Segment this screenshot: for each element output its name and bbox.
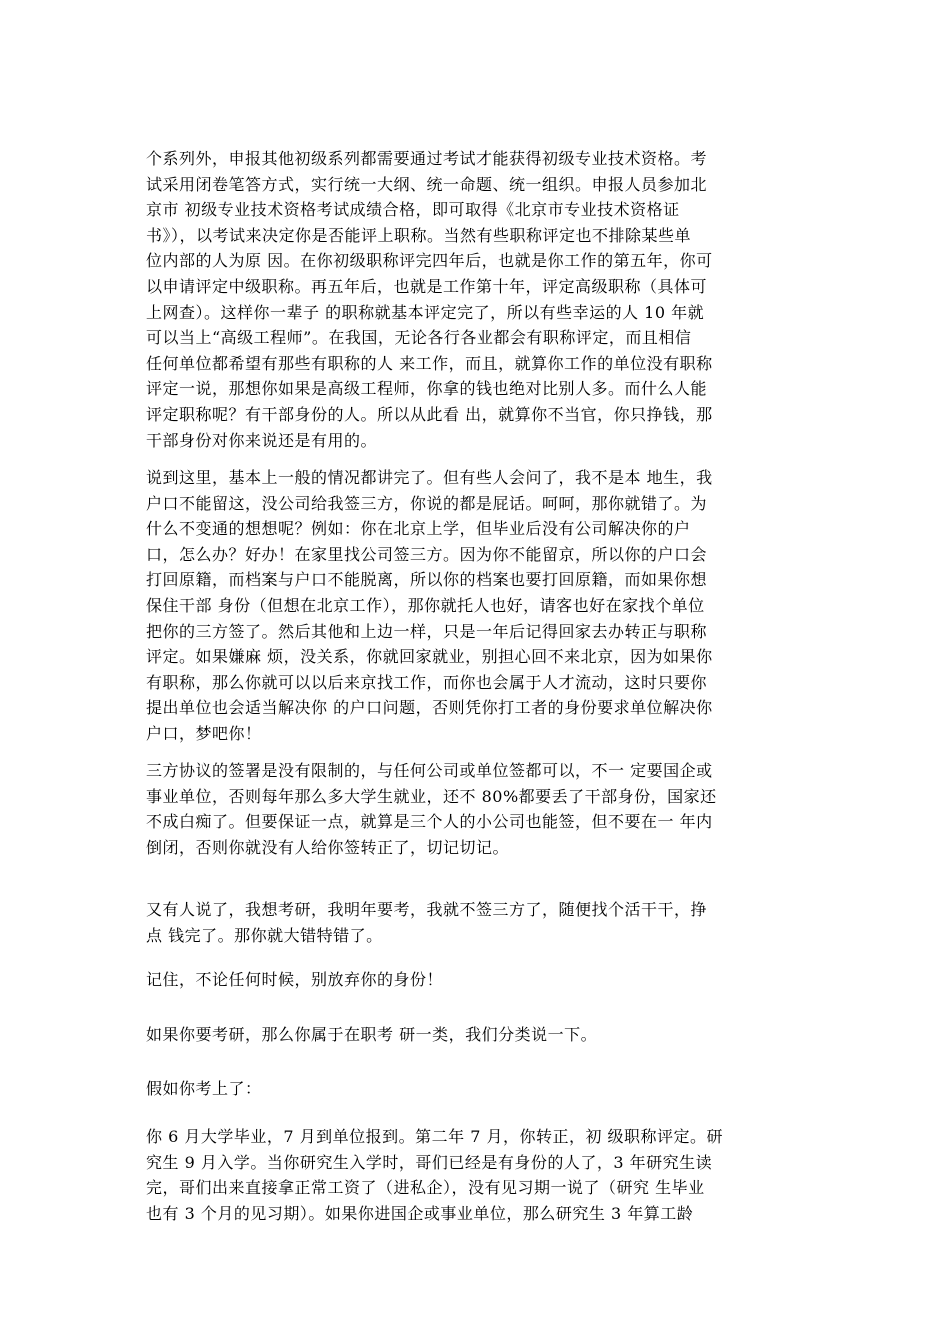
text-line: 倒闭，否则你就没有人给你签转正了，切记切记。 — [146, 837, 510, 857]
paragraph-if-admitted — [146, 1076, 262, 1102]
text-line: 以申请评定中级职称。再五年后，也就是工作第十年，评定高级职称（具体可 — [146, 276, 708, 296]
text-line: 什么不变通的想想呢？例如：你在北京上学，但毕业后没有公司解决你的户 — [146, 519, 691, 539]
text-line: 打回原籍，而档案与户口不能脱离，所以你的档案也要打回原籍，而如果你想 — [146, 570, 708, 590]
text-line: 完，哥们出来直接拿正常工资了（进私企），没有见习期一说了（研究 生毕业 — [146, 1178, 705, 1198]
paragraph-hukou — [146, 465, 713, 747]
paragraph-title-evaluation — [146, 146, 713, 453]
text-line: 三方协议的签署是没有限制的，与任何公司或单位签都可以，不一 定要国企或 — [146, 761, 713, 780]
paragraph-timeline — [146, 1124, 723, 1226]
text-line: 事业单位，否则每年那么多大学生就业，还不 80%都要丢了干部身份，国家还 — [146, 786, 717, 806]
text-line: 可以当上“高级工程师”。在我国，无论各行各业都会有职称评定，而且相信 — [146, 328, 692, 348]
text-line: 不成白痴了。但要保证一点，就算是三个人的小公司也能签，但不要在一 年内 — [146, 812, 713, 832]
paragraph-categories — [146, 1022, 597, 1048]
text-line: 如果你要考研，那么你属于在职考 研一类，我们分类说一下。 — [146, 1025, 598, 1044]
text-line: 保住干部 身份（但想在北京工作），那你就托人也好，请客也好在家找个单位 — [146, 595, 705, 615]
text-line: 评定职称呢？有干部身份的人。所以从此看 出，就算你不当官，你只挣钱，那 — [146, 404, 713, 424]
text-line: 你 6 月大学毕业，7 月到单位报到。第二年 7 月，你转正，初 级职称评定。研 — [146, 1127, 724, 1146]
text-line: 点 钱完了。那你就大错特错了。 — [146, 925, 383, 945]
text-line: 记住，不论任何时候，别放弃你的身份！ — [146, 970, 444, 989]
text-line: 任何单位都希望有那些有职称的人 来工作，而且，就算你工作的单位没有职称 — [146, 353, 713, 373]
text-line: 书》），以考试来决定你是否能评上职称。当然有些职称评定也不排除某些单 — [146, 225, 692, 245]
text-line: 干部身份对你来说还是有用的。 — [146, 430, 378, 450]
paragraph-graduate-exam — [146, 897, 707, 948]
text-line: 也有 3 个月的见习期）。如果你进国企或事业单位，那么研究生 3 年算工龄 — [146, 1203, 694, 1223]
text-line: 口，怎么办？好办！在家里找公司签三方。因为你不能留京，所以你的户口会 — [146, 544, 708, 564]
text-line: 个系列外，申报其他初级系列都需要通过考试才能获得初级专业技术资格。考 — [146, 149, 708, 168]
text-line: 京市 初级专业技术资格考试成绩合格，即可取得《北京市专业技术资格证 — [146, 200, 680, 220]
text-line: 上网查）。这样你一辈子 的职称就基本评定完了，所以有些幸运的人 10 年就 — [146, 302, 705, 322]
text-line: 假如你考上了： — [146, 1079, 262, 1098]
text-line: 提出单位也会适当解决你 的户口问题，否则凭你打工者的身份要求单位解决你 — [146, 698, 713, 718]
text-line: 位内部的人为原 因。在你初级职称评完四年后，也就是你工作的第五年，你可 — [146, 251, 713, 271]
text-line: 评定一说，那想你如果是高级工程师，你拿的钱也绝对比别人多。而什么人能 — [146, 379, 708, 399]
paragraph-remember — [146, 967, 443, 993]
text-line: 又有人说了，我想考研，我明年要考，我就不签三方了，随便找个活干干，挣 — [146, 900, 708, 919]
text-line: 把你的三方签了。然后其他和上边一样，只是一年后记得回家去办转正与职称 — [146, 621, 708, 641]
text-line: 试采用闭卷笔答方式，实行统一大纲、统一命题、统一组织。申报人员参加北 — [146, 174, 708, 194]
text-line: 户口，梦吧你！ — [146, 723, 262, 743]
text-line: 说到这里，基本上一般的情况都讲完了。但有些人会问了，我不是本 地生，我 — [146, 468, 713, 487]
text-line: 评定。如果嫌麻 烦，没关系，你就回家就业，别担心回不来北京，因为如果你 — [146, 647, 713, 667]
text-line: 有职称，那么你就可以以后来京找工作，而你也会属于人才流动，这时只要你 — [146, 672, 708, 692]
text-line: 户口不能留这，没公司给我签三方，你说的都是屁话。呵呵，那你就错了。为 — [146, 493, 708, 513]
paragraph-tripartite-agreement — [146, 758, 717, 860]
text-line: 究生 9 月入学。当你研究生入学时，哥们已经是有身份的人了，3 年研究生读 — [146, 1152, 713, 1172]
